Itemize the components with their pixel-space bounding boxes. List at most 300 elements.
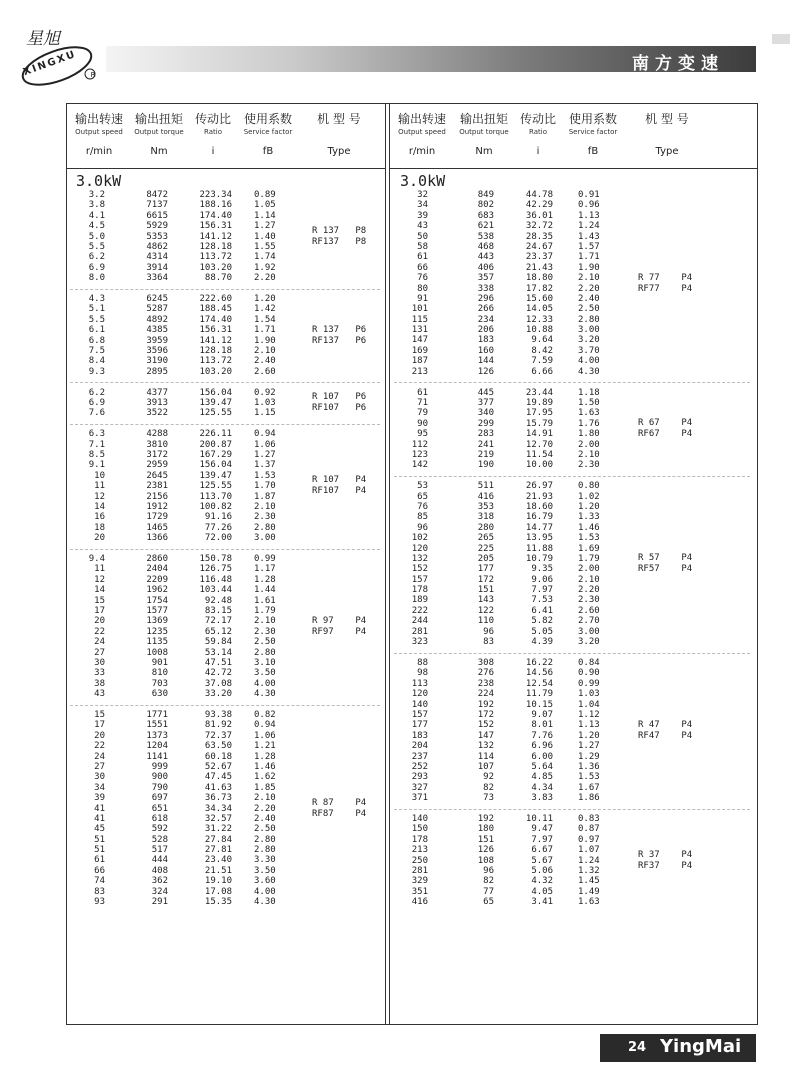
ratio-cell: 226.11 xyxy=(199,429,232,440)
table-row xyxy=(70,232,310,242)
table-row xyxy=(70,897,310,907)
speed-cell: 5.5 xyxy=(88,241,105,252)
table-row xyxy=(70,450,310,460)
ratio-cell: 77.26 xyxy=(204,522,232,533)
factor-cell: 2.50 xyxy=(254,824,276,835)
torque-cell: 697 xyxy=(151,793,168,804)
table-row xyxy=(394,783,634,793)
header-divider xyxy=(389,168,757,169)
speed-cell: 250 xyxy=(411,855,428,866)
factor-cell: 3.20 xyxy=(578,335,600,346)
torque-cell: 114 xyxy=(477,751,494,762)
speed-cell: 120 xyxy=(411,543,428,554)
ratio-cell: 9.47 xyxy=(531,824,553,835)
speed-cell: 76 xyxy=(417,273,428,284)
left-group-2 xyxy=(70,294,310,377)
table-row xyxy=(70,429,310,439)
right-type-label: R 57 P4 RF57 P4 xyxy=(638,553,693,575)
torque-cell: 340 xyxy=(477,408,494,419)
factor-cell: 3.20 xyxy=(578,637,600,648)
torque-cell: 83 xyxy=(483,637,494,648)
torque-cell: 180 xyxy=(477,824,494,835)
factor-cell: 1.63 xyxy=(578,897,600,908)
table-row xyxy=(70,720,310,730)
table-row xyxy=(394,564,634,574)
torque-cell: 517 xyxy=(151,845,168,856)
factor-cell: 2.40 xyxy=(578,293,600,304)
power-label-left: 3.0kW xyxy=(76,172,122,190)
factor-cell: 1.40 xyxy=(254,231,276,242)
table-row xyxy=(394,388,634,398)
torque-cell: 172 xyxy=(477,574,494,585)
ratio-cell: 8.01 xyxy=(531,720,553,731)
torque-cell: 192 xyxy=(477,814,494,824)
factor-cell: 1.90 xyxy=(254,335,276,346)
table-row xyxy=(394,710,634,720)
factor-cell: 1.61 xyxy=(254,595,276,606)
ratio-cell: 93.38 xyxy=(204,710,232,720)
factor-cell: 1.71 xyxy=(578,252,600,263)
speed-cell: 33 xyxy=(94,668,105,679)
ratio-cell: 126.75 xyxy=(199,564,232,575)
torque-cell: 4862 xyxy=(146,241,168,252)
table-row xyxy=(394,335,634,345)
speed-cell: 157 xyxy=(411,574,428,585)
torque-cell: 82 xyxy=(483,876,494,887)
factor-cell: 1.44 xyxy=(254,585,276,596)
table-row xyxy=(70,325,310,335)
page-number: 24 xyxy=(628,1040,647,1055)
ratio-cell: 23.40 xyxy=(204,855,232,866)
ratio-cell: 8.42 xyxy=(531,345,553,356)
factor-cell: 1.62 xyxy=(254,772,276,783)
ratio-cell: 222.60 xyxy=(199,294,232,304)
factor-cell: 0.99 xyxy=(254,554,276,564)
ratio-cell: 23.44 xyxy=(525,387,553,398)
speed-cell: 213 xyxy=(411,845,428,856)
factor-cell: 1.14 xyxy=(254,210,276,221)
table-row xyxy=(70,679,310,689)
speed-cell: 30 xyxy=(94,772,105,783)
factor-cell: 0.97 xyxy=(578,834,600,845)
speed-cell: 58 xyxy=(417,241,428,252)
table-row xyxy=(394,637,634,647)
ratio-cell: 19.10 xyxy=(204,876,232,887)
speed-cell: 5.5 xyxy=(88,314,105,325)
torque-cell: 790 xyxy=(151,782,168,793)
factor-cell: 2.70 xyxy=(578,616,600,627)
ratio-cell: 156.04 xyxy=(199,387,232,398)
ratio-cell: 33.20 xyxy=(204,689,232,700)
table-row xyxy=(394,273,634,283)
table-row xyxy=(394,606,634,616)
factor-cell: 4.00 xyxy=(578,356,600,367)
speed-cell: 123 xyxy=(411,449,428,460)
table-row xyxy=(394,221,634,231)
torque-cell: 192 xyxy=(477,699,494,710)
ratio-cell: 27.81 xyxy=(204,845,232,856)
torque-cell: 4377 xyxy=(146,387,168,398)
ratio-cell: 34.34 xyxy=(204,803,232,814)
ratio-cell: 9.07 xyxy=(531,709,553,720)
table-row xyxy=(70,575,310,585)
header-output-torque: 输出扭矩 Output torque Nm xyxy=(459,112,509,157)
table-row xyxy=(394,700,634,710)
table-row xyxy=(70,845,310,855)
torque-cell: 241 xyxy=(477,439,494,450)
ratio-cell: 37.08 xyxy=(204,678,232,689)
ratio-cell: 17.82 xyxy=(525,283,553,294)
right-group-5 xyxy=(394,814,634,908)
torque-cell: 621 xyxy=(477,221,494,232)
torque-cell: 224 xyxy=(477,689,494,700)
ratio-cell: 103.44 xyxy=(199,585,232,596)
factor-cell: 2.10 xyxy=(578,449,600,460)
torque-cell: 160 xyxy=(477,345,494,356)
table-row xyxy=(394,315,634,325)
torque-cell: 152 xyxy=(477,720,494,731)
torque-cell: 5287 xyxy=(146,304,168,315)
table-row xyxy=(394,200,634,210)
speed-cell: 41 xyxy=(94,813,105,824)
table-row xyxy=(394,440,634,450)
factor-cell: 1.86 xyxy=(578,793,600,804)
speed-cell: 15 xyxy=(94,595,105,606)
table-row xyxy=(394,284,634,294)
speed-cell: 34 xyxy=(94,782,105,793)
ratio-cell: 42.29 xyxy=(525,200,553,211)
speed-cell: 102 xyxy=(411,533,428,544)
speed-cell: 147 xyxy=(411,335,428,346)
speed-cell: 61 xyxy=(94,855,105,866)
factor-cell: 1.28 xyxy=(254,574,276,585)
speed-cell: 50 xyxy=(417,231,428,242)
factor-cell: 1.53 xyxy=(578,533,600,544)
table-row xyxy=(394,419,634,429)
factor-cell: 0.99 xyxy=(578,678,600,689)
factor-cell: 3.00 xyxy=(254,533,276,544)
table-row xyxy=(394,533,634,543)
table-row xyxy=(70,731,310,741)
ratio-cell: 4.32 xyxy=(531,876,553,887)
factor-cell: 2.80 xyxy=(254,834,276,845)
speed-cell: 43 xyxy=(417,221,428,232)
torque-cell: 3810 xyxy=(146,439,168,450)
torque-cell: 630 xyxy=(151,689,168,700)
torque-cell: 1204 xyxy=(146,741,168,752)
ratio-cell: 174.40 xyxy=(199,314,232,325)
factor-cell: 1.55 xyxy=(254,241,276,252)
table-row xyxy=(70,294,310,304)
speed-cell: 76 xyxy=(417,501,428,512)
torque-cell: 3959 xyxy=(146,335,168,346)
table-row xyxy=(70,356,310,366)
ratio-cell: 10.00 xyxy=(525,460,553,471)
table-row xyxy=(70,190,310,200)
speed-cell: 323 xyxy=(411,637,428,648)
speed-cell: 204 xyxy=(411,741,428,752)
torque-cell: 683 xyxy=(477,210,494,221)
left-group-4 xyxy=(70,429,310,543)
header-output-speed: 输出转速 Output speed r/min xyxy=(397,112,446,157)
speed-cell: 7.5 xyxy=(88,345,105,356)
table-row xyxy=(394,242,634,252)
factor-cell: 3.70 xyxy=(578,345,600,356)
speed-cell: 61 xyxy=(417,387,428,398)
ratio-cell: 5.67 xyxy=(531,855,553,866)
torque-cell: 445 xyxy=(477,387,494,398)
table-row xyxy=(394,554,634,564)
table-row xyxy=(70,689,310,699)
ratio-cell: 47.51 xyxy=(204,657,232,668)
table-row xyxy=(70,783,310,793)
table-row xyxy=(70,512,310,522)
ratio-cell: 15.79 xyxy=(525,418,553,429)
group-separator xyxy=(70,289,380,290)
factor-cell: 3.50 xyxy=(254,668,276,679)
speed-cell: 98 xyxy=(417,668,428,679)
ratio-cell: 18.80 xyxy=(525,273,553,284)
factor-cell: 2.10 xyxy=(254,501,276,512)
speed-cell: 281 xyxy=(411,626,428,637)
ratio-cell: 31.22 xyxy=(204,824,232,835)
table-row xyxy=(394,856,634,866)
ratio-cell: 26.97 xyxy=(525,481,553,492)
torque-cell: 3914 xyxy=(146,262,168,273)
table-row xyxy=(70,741,310,751)
table-row xyxy=(70,564,310,574)
torque-cell: 1008 xyxy=(146,647,168,658)
table-row xyxy=(70,242,310,252)
table-row xyxy=(70,793,310,803)
speed-cell: 66 xyxy=(417,262,428,273)
torque-cell: 592 xyxy=(151,824,168,835)
ratio-cell: 6.67 xyxy=(531,845,553,856)
torque-cell: 265 xyxy=(477,533,494,544)
logo-script: 星旭 xyxy=(26,29,60,49)
speed-cell: 10 xyxy=(94,470,105,481)
ratio-cell: 21.43 xyxy=(525,262,553,273)
factor-cell: 2.10 xyxy=(254,616,276,627)
ratio-cell: 36.73 xyxy=(204,793,232,804)
factor-cell: 1.17 xyxy=(254,564,276,575)
torque-cell: 122 xyxy=(477,605,494,616)
table-row xyxy=(70,637,310,647)
table-row xyxy=(70,200,310,210)
ratio-cell: 72.17 xyxy=(204,616,232,627)
torque-cell: 703 xyxy=(151,678,168,689)
speed-cell: 22 xyxy=(94,741,105,752)
factor-cell: 1.21 xyxy=(254,741,276,752)
table-row xyxy=(70,772,310,782)
table-row xyxy=(70,502,310,512)
right-group-4 xyxy=(394,658,634,803)
table-row xyxy=(394,824,634,834)
torque-cell: 2156 xyxy=(146,491,168,502)
speed-cell: 6.2 xyxy=(88,387,105,398)
factor-cell: 3.00 xyxy=(578,626,600,637)
factor-cell: 3.10 xyxy=(254,657,276,668)
table-row xyxy=(70,440,310,450)
factor-cell: 1.49 xyxy=(578,886,600,897)
speed-cell: 20 xyxy=(94,730,105,741)
torque-cell: 108 xyxy=(477,855,494,866)
table-row xyxy=(70,752,310,762)
header-divider xyxy=(66,168,385,169)
ratio-cell: 7.53 xyxy=(531,595,553,606)
speed-cell: 39 xyxy=(417,210,428,221)
table-row xyxy=(394,689,634,699)
ratio-cell: 10.11 xyxy=(525,814,553,824)
factor-cell: 1.18 xyxy=(578,387,600,398)
table-row xyxy=(394,575,634,585)
left-type-label: R 137 P6 RF137 P6 xyxy=(312,324,367,346)
table-row xyxy=(394,232,634,242)
table-row xyxy=(70,533,310,543)
ratio-cell: 4.85 xyxy=(531,772,553,783)
table-row xyxy=(394,252,634,262)
speed-cell: 79 xyxy=(417,408,428,419)
ratio-cell: 139.47 xyxy=(199,397,232,408)
table-row xyxy=(70,648,310,658)
left-group-1 xyxy=(70,190,310,284)
torque-cell: 219 xyxy=(477,449,494,460)
ratio-cell: 7.97 xyxy=(531,585,553,596)
speed-cell: 80 xyxy=(417,283,428,294)
right-type-label: R 67 P4 RF67 P4 xyxy=(638,418,693,440)
table-row xyxy=(70,554,310,564)
right-group-3 xyxy=(394,481,634,647)
factor-cell: 2.10 xyxy=(254,793,276,804)
torque-cell: 225 xyxy=(477,543,494,554)
torque-cell: 92 xyxy=(483,772,494,783)
ratio-cell: 100.82 xyxy=(199,501,232,512)
speed-cell: 17 xyxy=(94,605,105,616)
torque-cell: 1729 xyxy=(146,512,168,523)
table-row xyxy=(394,544,634,554)
factor-cell: 0.96 xyxy=(578,200,600,211)
ratio-cell: 41.63 xyxy=(204,782,232,793)
torque-cell: 416 xyxy=(477,491,494,502)
table-row xyxy=(394,887,634,897)
table-row xyxy=(394,263,634,273)
header-type: 机 型 号 Type xyxy=(317,112,361,157)
ratio-cell: 113.72 xyxy=(199,252,232,263)
speed-cell: 115 xyxy=(411,314,428,325)
table-row xyxy=(394,398,634,408)
group-separator xyxy=(394,382,750,383)
ratio-cell: 223.34 xyxy=(199,190,232,200)
speed-cell: 6.3 xyxy=(88,429,105,440)
left-group-3 xyxy=(70,388,310,419)
ratio-cell: 139.47 xyxy=(199,470,232,481)
speed-cell: 416 xyxy=(411,897,428,908)
ratio-cell: 16.79 xyxy=(525,512,553,523)
ratio-cell: 5.64 xyxy=(531,761,553,772)
torque-cell: 172 xyxy=(477,709,494,720)
table-row xyxy=(70,346,310,356)
header-output-speed: 输出转速 Output speed r/min xyxy=(74,112,123,157)
table-row xyxy=(394,211,634,221)
ratio-cell: 59.84 xyxy=(204,637,232,648)
torque-cell: 1141 xyxy=(146,751,168,762)
torque-cell: 511 xyxy=(477,481,494,492)
table-row xyxy=(394,346,634,356)
speed-cell: 83 xyxy=(94,886,105,897)
table-row xyxy=(394,585,634,595)
torque-cell: 357 xyxy=(477,273,494,284)
speed-cell: 27 xyxy=(94,647,105,658)
speed-cell: 6.2 xyxy=(88,252,105,263)
table-row xyxy=(394,429,634,439)
table-row xyxy=(394,367,634,377)
torque-cell: 4288 xyxy=(146,429,168,440)
speed-cell: 4.3 xyxy=(88,294,105,304)
table-row xyxy=(70,460,310,470)
torque-cell: 4314 xyxy=(146,252,168,263)
ratio-cell: 28.35 xyxy=(525,231,553,242)
torque-cell: 1912 xyxy=(146,501,168,512)
torque-cell: 283 xyxy=(477,429,494,440)
torque-cell: 900 xyxy=(151,772,168,783)
factor-cell: 1.42 xyxy=(254,304,276,315)
torque-cell: 177 xyxy=(477,564,494,575)
factor-cell: 0.91 xyxy=(578,190,600,200)
table-row xyxy=(394,492,634,502)
ratio-cell: 10.15 xyxy=(525,699,553,710)
factor-cell: 1.71 xyxy=(254,325,276,336)
speed-cell: 112 xyxy=(411,439,428,450)
ratio-cell: 200.87 xyxy=(199,439,232,450)
speed-cell: 95 xyxy=(417,429,428,440)
torque-cell: 444 xyxy=(151,855,168,866)
ratio-cell: 6.96 xyxy=(531,741,553,752)
speed-cell: 96 xyxy=(417,522,428,533)
table-row xyxy=(70,585,310,595)
factor-cell: 1.15 xyxy=(254,408,276,419)
speed-cell: 34 xyxy=(417,200,428,211)
ratio-cell: 6.41 xyxy=(531,605,553,616)
factor-cell: 2.10 xyxy=(578,574,600,585)
speed-cell: 18 xyxy=(94,522,105,533)
header-output-torque: 输出扭矩 Output torque Nm xyxy=(134,112,184,157)
factor-cell: 1.06 xyxy=(254,730,276,741)
torque-cell: 206 xyxy=(477,325,494,336)
torque-cell: 538 xyxy=(477,231,494,242)
torque-cell: 1366 xyxy=(146,533,168,544)
torque-cell: 65 xyxy=(483,897,494,908)
torque-cell: 96 xyxy=(483,626,494,637)
ratio-cell: 15.60 xyxy=(525,293,553,304)
torque-cell: 73 xyxy=(483,793,494,804)
svg-text:R: R xyxy=(90,71,96,79)
table-row xyxy=(394,356,634,366)
factor-cell: 3.60 xyxy=(254,876,276,887)
ratio-cell: 42.72 xyxy=(204,668,232,679)
ratio-cell: 18.60 xyxy=(525,501,553,512)
ratio-cell: 17.08 xyxy=(204,886,232,897)
speed-cell: 45 xyxy=(94,824,105,835)
ratio-cell: 14.05 xyxy=(525,304,553,315)
ratio-cell: 6.00 xyxy=(531,751,553,762)
factor-cell: 1.03 xyxy=(254,397,276,408)
factor-cell: 2.80 xyxy=(254,647,276,658)
table-row xyxy=(70,835,310,845)
factor-cell: 2.80 xyxy=(254,845,276,856)
ratio-cell: 81.92 xyxy=(204,720,232,731)
speed-cell: 101 xyxy=(411,304,428,315)
ratio-cell: 156.31 xyxy=(199,221,232,232)
